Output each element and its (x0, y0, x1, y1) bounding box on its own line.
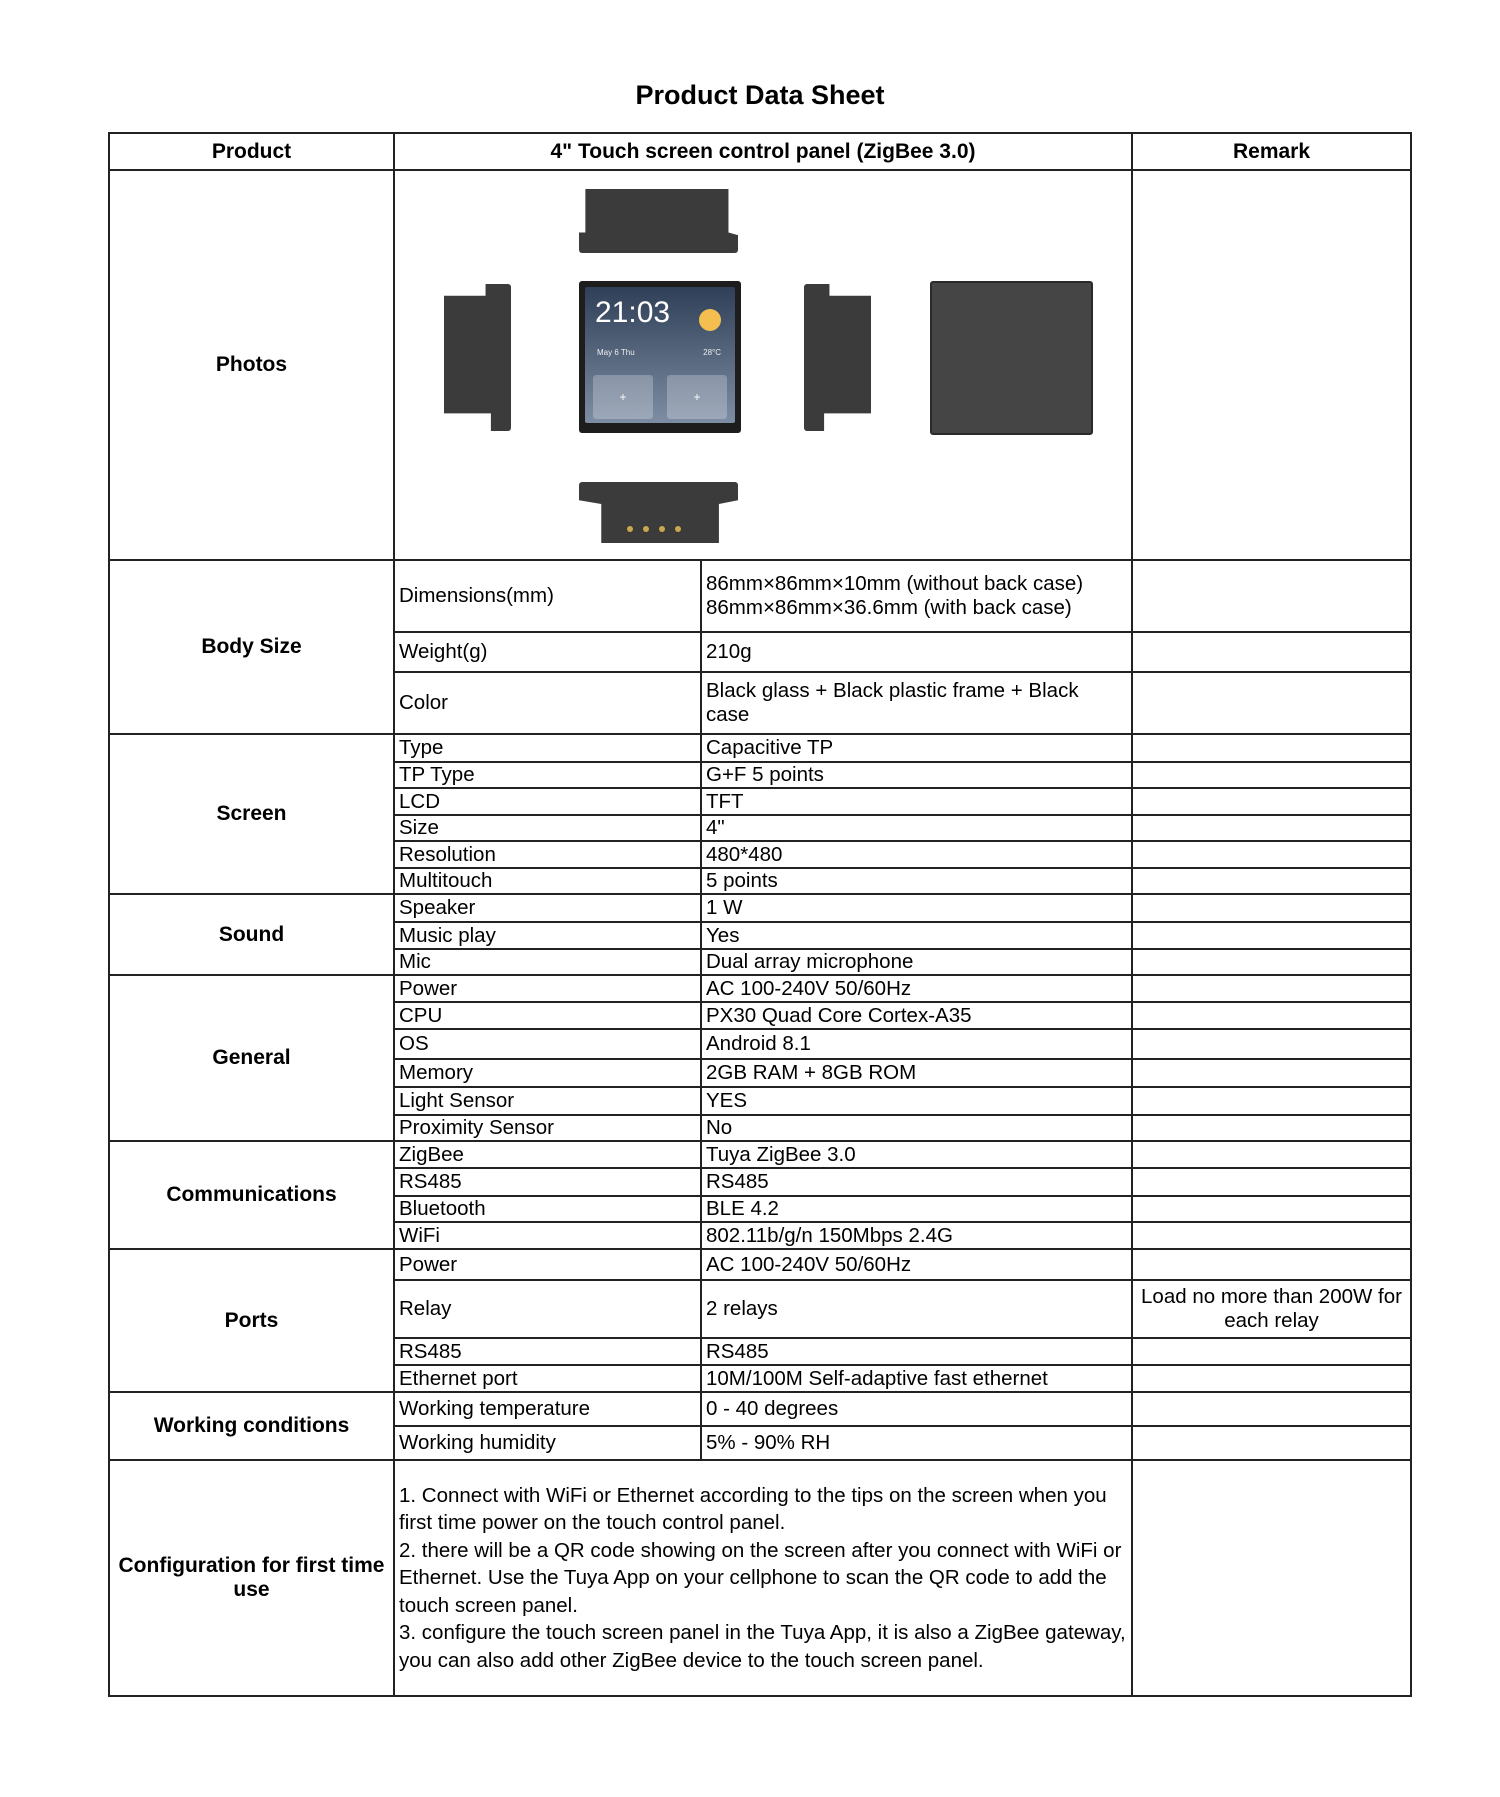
category-label: General (109, 975, 394, 1141)
value-cell: 5 points (701, 868, 1132, 894)
param-cell: Light Sensor (394, 1087, 701, 1115)
value-cell: RS485 (701, 1338, 1132, 1365)
remark-cell (1132, 1222, 1411, 1249)
param-cell: Resolution (394, 841, 701, 868)
remark-cell (1132, 894, 1411, 922)
device-top-view (579, 189, 738, 253)
screen-date: May 6 Thu (597, 348, 635, 357)
value-cell: AC 100-240V 50/60Hz (701, 1249, 1132, 1280)
param-cell: Power (394, 1249, 701, 1280)
value-cell: Tuya ZigBee 3.0 (701, 1141, 1132, 1168)
sun-icon (699, 309, 721, 331)
remark-cell (1132, 1249, 1411, 1280)
value-cell: Dual array microphone (701, 949, 1132, 975)
param-cell: Mic (394, 949, 701, 975)
remark-cell (1132, 1141, 1411, 1168)
value-cell: Black glass + Black plastic frame + Black case (701, 672, 1132, 734)
remark-cell (1132, 734, 1411, 762)
pin-icon (675, 526, 681, 532)
device-left-side-view (444, 284, 511, 431)
remark-cell (1132, 1196, 1411, 1222)
value-cell: 4" (701, 815, 1132, 841)
param-cell: RS485 (394, 1338, 701, 1365)
pin-icon (627, 526, 633, 532)
remark-cell (1132, 922, 1411, 949)
device-back-view (930, 281, 1093, 435)
value-cell: YES (701, 1087, 1132, 1115)
remark-cell (1132, 975, 1411, 1002)
param-cell: CPU (394, 1002, 701, 1029)
value-cell: 210g (701, 632, 1132, 672)
value-cell: 10M/100M Self-adaptive fast ethernet (701, 1365, 1132, 1392)
device-front-view (579, 281, 741, 433)
remark-cell (1132, 868, 1411, 894)
category-label: Working conditions (109, 1392, 394, 1460)
param-cell: LCD (394, 788, 701, 815)
header-model: 4" Touch screen control panel (ZigBee 3.0) (394, 133, 1132, 170)
spec-row (109, 1249, 1411, 1280)
value-cell: 480*480 (701, 841, 1132, 868)
screen-temp: 28°C (703, 348, 721, 357)
value-cell: 2 relays (701, 1280, 1132, 1338)
device-screen (585, 287, 735, 423)
remark-cell (1132, 762, 1411, 788)
spec-row (109, 975, 1411, 1002)
config-label: Configuration for first time use (109, 1460, 394, 1696)
remark-cell (1132, 949, 1411, 975)
param-cell: RS485 (394, 1168, 701, 1196)
remark-cell (1132, 841, 1411, 868)
param-cell: Bluetooth (394, 1196, 701, 1222)
header-row (109, 133, 1411, 170)
param-cell: OS (394, 1029, 701, 1059)
value-cell: RS485 (701, 1168, 1132, 1196)
category-label: Ports (109, 1249, 394, 1392)
spec-row (109, 894, 1411, 922)
device-bottom-view (579, 482, 738, 543)
remark-cell (1132, 788, 1411, 815)
value-cell: 2GB RAM + 8GB ROM (701, 1059, 1132, 1087)
param-cell: Music play (394, 922, 701, 949)
spec-row (109, 1141, 1411, 1168)
spec-row (109, 1392, 1411, 1426)
value-cell: 0 - 40 degrees (701, 1392, 1132, 1426)
remark-cell (1132, 632, 1411, 672)
remark-cell (1132, 1087, 1411, 1115)
param-cell: Power (394, 975, 701, 1002)
screen-tile-1: + (593, 375, 653, 419)
param-cell: Proximity Sensor (394, 1115, 701, 1141)
param-cell: Working humidity (394, 1426, 701, 1460)
remark-cell (1132, 1115, 1411, 1141)
remark-cell (1132, 1392, 1411, 1426)
photos-label: Photos (109, 170, 394, 560)
param-cell: Dimensions(mm) (394, 560, 701, 632)
header-remark: Remark (1132, 133, 1411, 170)
value-cell: TFT (701, 788, 1132, 815)
data-sheet-table (108, 132, 1412, 1697)
value-cell: BLE 4.2 (701, 1196, 1132, 1222)
pin-icon (659, 526, 665, 532)
value-cell: No (701, 1115, 1132, 1141)
value-cell: AC 100-240V 50/60Hz (701, 975, 1132, 1002)
value-cell: PX30 Quad Core Cortex-A35 (701, 1002, 1132, 1029)
config-remark (1132, 1460, 1411, 1696)
screen-tile-2: + (667, 375, 727, 419)
config-row (109, 1460, 1411, 1696)
remark-cell (1132, 560, 1411, 632)
remark-cell (1132, 1365, 1411, 1392)
photos-remark (1132, 170, 1411, 560)
device-right-side-view (804, 284, 871, 431)
param-cell: ZigBee (394, 1141, 701, 1168)
category-label: Body Size (109, 560, 394, 734)
category-label: Sound (109, 894, 394, 975)
param-cell: Type (394, 734, 701, 762)
remark-cell (1132, 1168, 1411, 1196)
header-product: Product (109, 133, 394, 170)
param-cell: Speaker (394, 894, 701, 922)
remark-cell (1132, 1002, 1411, 1029)
value-cell: 1 W (701, 894, 1132, 922)
product-photos (394, 170, 1132, 560)
value-cell: 802.11b/g/n 150Mbps 2.4G (701, 1222, 1132, 1249)
photos-row (109, 170, 1411, 560)
param-cell: TP Type (394, 762, 701, 788)
category-label: Communications (109, 1141, 394, 1249)
page-title: Product Data Sheet (635, 80, 885, 110)
param-cell: Memory (394, 1059, 701, 1087)
pin-icon (643, 526, 649, 532)
value-cell: Yes (701, 922, 1132, 949)
param-cell: Relay (394, 1280, 701, 1338)
spec-row (109, 734, 1411, 762)
screen-clock: 21:03 (595, 296, 671, 329)
spec-row (109, 560, 1411, 632)
param-cell: Ethernet port (394, 1365, 701, 1392)
config-text: 1. Connect with WiFi or Ethernet according to the tips on the screen when you first time power on the touch control panel. 2. there will be a QR code showing on the screen after you connect with WiFi or Ethernet. Use the Tuya App on your cellphone to scan the QR code to add the touch screen panel. 3. configure the touch screen panel in the Tuya App, it is also a ZigBee gateway, you can also add other ZigBee device to the touch screen panel. (394, 1460, 1132, 1696)
remark-cell (1132, 1029, 1411, 1059)
category-label: Screen (109, 734, 394, 894)
remark-cell (1132, 672, 1411, 734)
remark-cell: Load no more than 200W for each relay (1132, 1280, 1411, 1338)
param-cell: Multitouch (394, 868, 701, 894)
param-cell: WiFi (394, 1222, 701, 1249)
param-cell: Working temperature (394, 1392, 701, 1426)
value-cell: 5% - 90% RH (701, 1426, 1132, 1460)
remark-cell (1132, 1426, 1411, 1460)
remark-cell (1132, 1338, 1411, 1365)
remark-cell (1132, 1059, 1411, 1087)
param-cell: Color (394, 672, 701, 734)
value-cell: Android 8.1 (701, 1029, 1132, 1059)
remark-cell (1132, 815, 1411, 841)
value-cell: G+F 5 points (701, 762, 1132, 788)
value-cell: Capacitive TP (701, 734, 1132, 762)
param-cell: Size (394, 815, 701, 841)
value-cell: 86mm×86mm×10mm (without back case) 86mm×86mm×36.6mm (with back case) (701, 560, 1132, 632)
param-cell: Weight(g) (394, 632, 701, 672)
